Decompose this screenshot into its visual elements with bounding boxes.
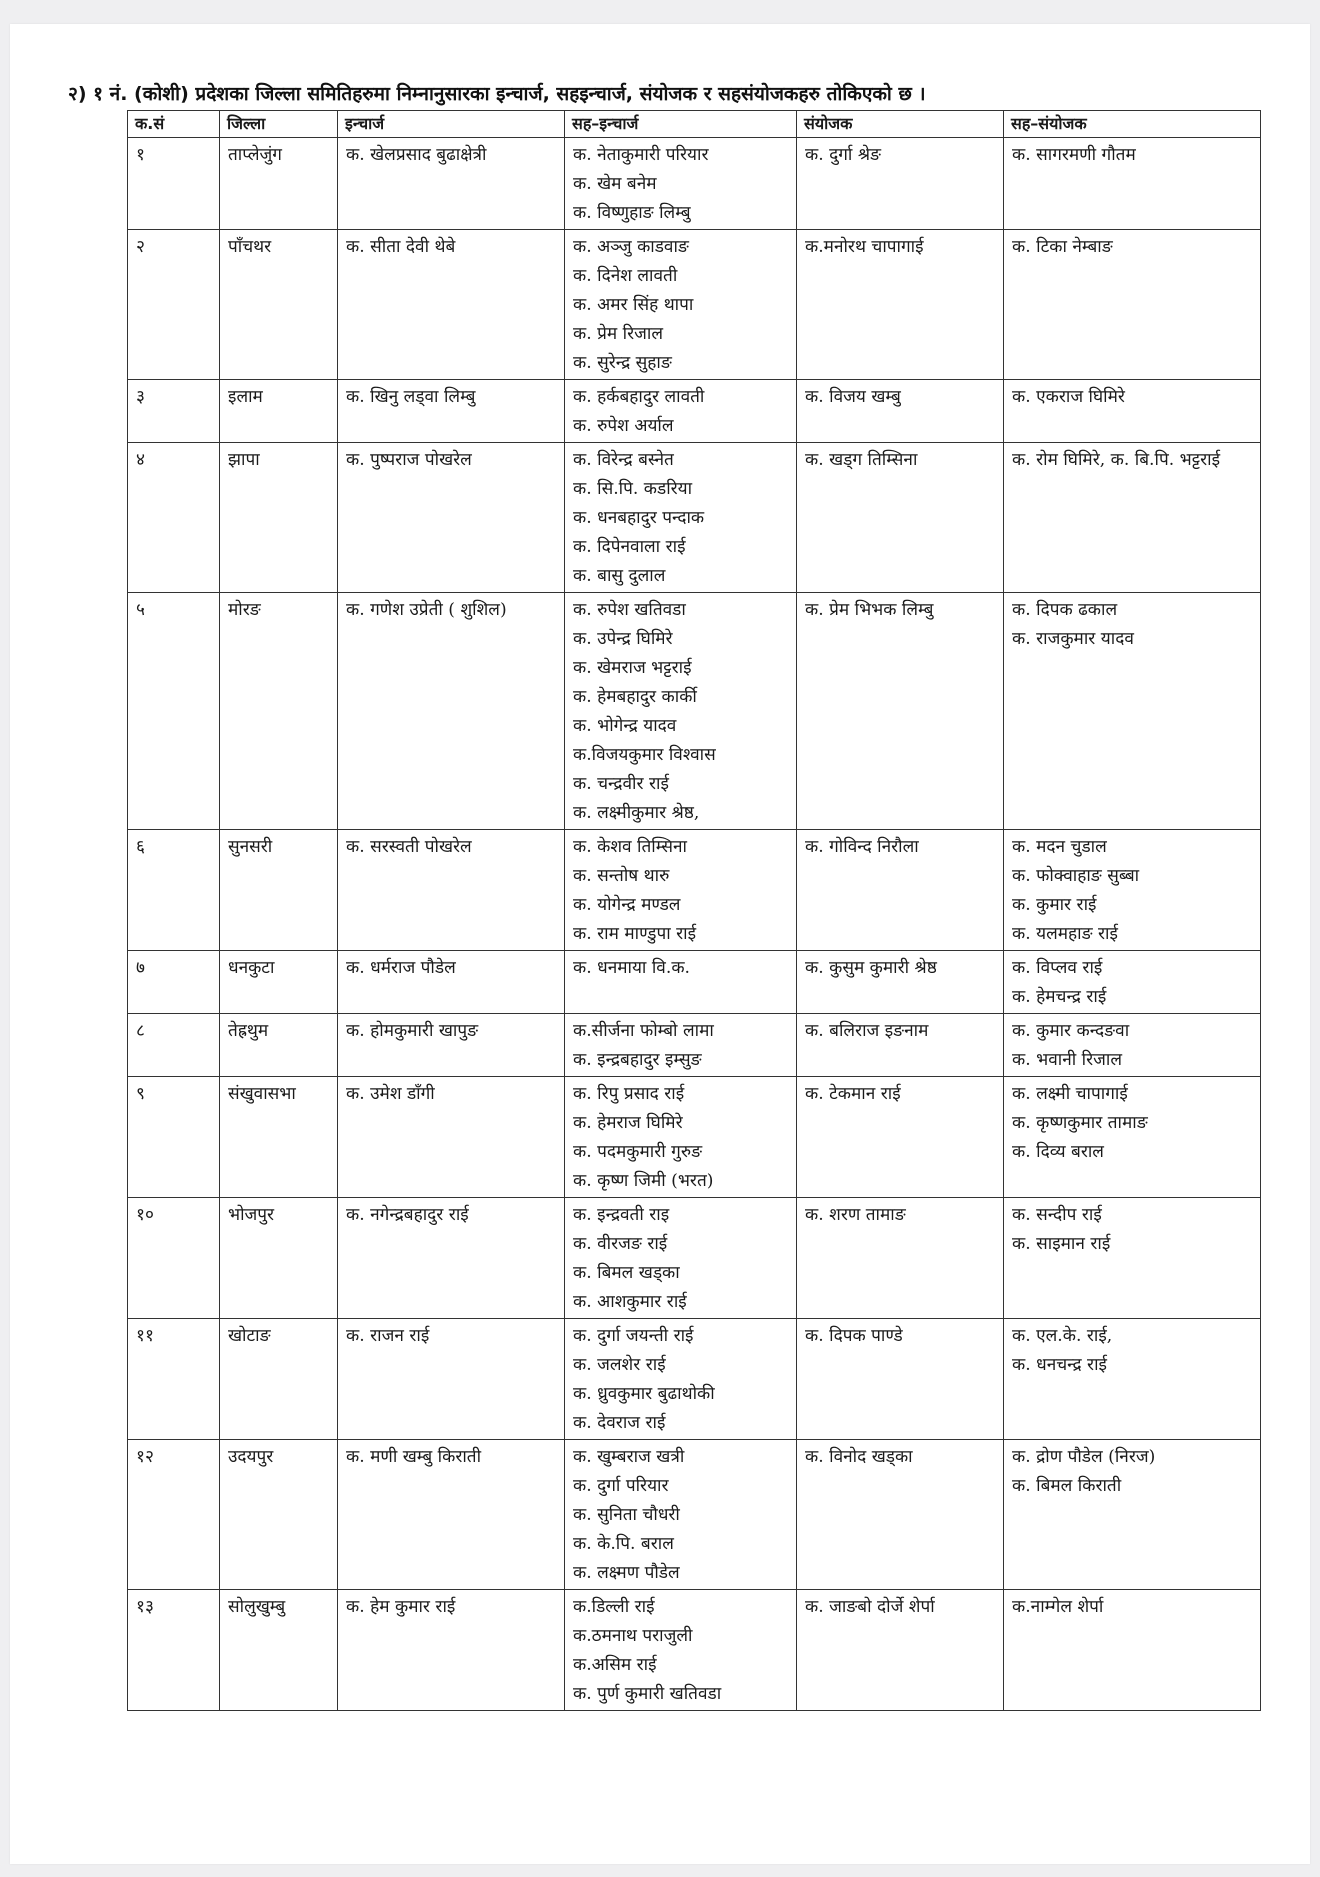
assignment-table (127, 110, 1261, 1711)
cell-co-coordinator (1004, 1198, 1261, 1319)
cell-district: सोलुखुम्बु (220, 1590, 338, 1711)
name-entry: क. धनमाया वि.क. (573, 958, 690, 978)
cell-incharge (338, 593, 565, 830)
cell-coordinator (797, 951, 1004, 1014)
name-entry: क. योगेन्द्र मण्डल (573, 895, 681, 915)
name-entry: क. सरस्वती पोखरेल (346, 837, 472, 857)
cell-serial-number: ७ (128, 951, 220, 1014)
name-entry: क. राजकुमार यादव (1012, 629, 1134, 649)
name-entry: क. कृष्णकुमार तामाङ (1012, 1113, 1148, 1133)
name-entry: क. भोगेन्द्र यादव (573, 716, 677, 736)
cell-co-coordinator (1004, 1590, 1261, 1711)
name-entry: क. हेमचन्द्र राई (1012, 987, 1107, 1007)
cell-co-coordinator (1004, 1319, 1261, 1440)
name-entry: क. दुर्गा परियार (573, 1476, 669, 1496)
cell-coordinator (797, 1440, 1004, 1590)
cell-incharge (338, 380, 565, 443)
cell-coordinator (797, 443, 1004, 593)
name-entry: क. पुर्ण कुमारी खतिवडा (573, 1684, 722, 1704)
name-entry: क. हेमराज घिमिरे (573, 1113, 683, 1133)
name-entry: क. विष्णुहाङ लिम्बु (573, 203, 691, 223)
name-entry: क. खेलप्रसाद बुढाक्षेत्री (346, 145, 487, 165)
table-row (128, 230, 1261, 380)
name-entry: क. द्रोण पौडेल (निरज) (1012, 1447, 1156, 1467)
cell-serial-number: ४ (128, 443, 220, 593)
cell-incharge (338, 1077, 565, 1198)
cell-serial-number: ५ (128, 593, 220, 830)
name-entry: क. सागरमणी गौतम (1012, 145, 1136, 165)
name-entry: क. विजय खम्बु (805, 387, 901, 407)
cell-co-incharge (565, 1440, 797, 1590)
cell-incharge (338, 230, 565, 380)
name-entry: क. चन्द्रवीर राई (573, 774, 669, 794)
cell-co-coordinator (1004, 1014, 1261, 1077)
name-entry: क. प्रेम रिजाल (573, 324, 663, 344)
name-entry: क. दिपक ढकाल (1012, 600, 1118, 620)
name-entry: क. गणेश उप्रेती ( शुशिल) (346, 600, 507, 620)
cell-co-incharge (565, 443, 797, 593)
cell-district: भोजपुर (220, 1198, 338, 1319)
cell-serial-number: १० (128, 1198, 220, 1319)
cell-serial-number: १ (128, 138, 220, 230)
cell-co-incharge (565, 951, 797, 1014)
cell-incharge (338, 1590, 565, 1711)
cell-co-coordinator (1004, 1440, 1261, 1590)
header-co-incharge: सह–इन्चार्ज (565, 111, 797, 138)
name-entry: क.नाम्गेल शेर्पा (1012, 1597, 1104, 1617)
cell-district: मोरङ (220, 593, 338, 830)
cell-co-coordinator (1004, 443, 1261, 593)
cell-incharge (338, 1319, 565, 1440)
name-entry: क. लक्ष्मीकुमार श्रेष्ठ, (573, 803, 700, 823)
name-entry: क. देवराज राई (573, 1413, 666, 1433)
cell-district: पाँचथर (220, 230, 338, 380)
name-entry: क. उपेन्द्र घिमिरे (573, 629, 673, 649)
cell-district: सुनसरी (220, 830, 338, 951)
cell-co-coordinator (1004, 593, 1261, 830)
name-entry: क. टिका नेम्बाङ (1012, 237, 1113, 257)
cell-incharge (338, 1198, 565, 1319)
name-entry: क. वीरजङ राई (573, 1234, 668, 1254)
name-entry: क. प्रेम भिभक लिम्बु (805, 600, 934, 620)
cell-coordinator (797, 230, 1004, 380)
name-entry: क. विनोद खड्का (805, 1447, 913, 1467)
cell-serial-number: ११ (128, 1319, 220, 1440)
header-district: जिल्ला (220, 111, 338, 138)
name-entry: क. फोक्वाहाङ सुब्बा (1012, 866, 1140, 886)
name-entry: क. इन्द्रबहादुर इम्सुङ (573, 1050, 702, 1070)
cell-co-coordinator (1004, 380, 1261, 443)
name-entry: क. भवानी रिजाल (1012, 1050, 1123, 1070)
cell-coordinator (797, 1198, 1004, 1319)
name-entry: क. धर्मराज पौडेल (346, 958, 456, 978)
header-incharge: इन्चार्ज (338, 111, 565, 138)
cell-incharge (338, 138, 565, 230)
name-entry: क. दुर्गा श्रेङ (805, 145, 881, 165)
cell-district: ताप्लेजुंग (220, 138, 338, 230)
name-entry: क. साइमान राई (1012, 1234, 1111, 1254)
cell-co-coordinator (1004, 830, 1261, 951)
cell-co-coordinator (1004, 230, 1261, 380)
name-entry: क. के.पि. बराल (573, 1534, 674, 1554)
table-body (128, 138, 1261, 1711)
name-entry: क. बलिराज इङनाम (805, 1021, 929, 1041)
name-entry: क. विरेन्द्र बस्नेत (573, 450, 674, 470)
name-entry: क. गोविन्द निरौला (805, 837, 919, 857)
cell-co-incharge (565, 380, 797, 443)
cell-co-incharge (565, 138, 797, 230)
name-entry: क. टेकमान राई (805, 1084, 901, 1104)
cell-co-incharge (565, 1319, 797, 1440)
name-entry: क. सन्दीप राई (1012, 1205, 1102, 1225)
name-entry: क. कुमार कन्दङवा (1012, 1021, 1130, 1041)
cell-co-incharge (565, 230, 797, 380)
table-row (128, 1077, 1261, 1198)
cell-coordinator (797, 1319, 1004, 1440)
cell-district: इलाम (220, 380, 338, 443)
name-entry: क. कुमार राई (1012, 895, 1097, 915)
cell-district: झापा (220, 443, 338, 593)
name-entry: क. बिमल किराती (1012, 1476, 1122, 1496)
name-entry: क. धनबहादुर पन्दाक (573, 508, 705, 528)
cell-coordinator (797, 1014, 1004, 1077)
table-row (128, 593, 1261, 830)
name-entry: क. होमकुमारी खापुङ (346, 1021, 479, 1041)
name-entry: क. सुनिता चौधरी (573, 1505, 680, 1525)
name-entry: क. बासु दुलाल (573, 566, 666, 586)
cell-coordinator (797, 1077, 1004, 1198)
cell-serial-number: ३ (128, 380, 220, 443)
name-entry: क. मदन चुडाल (1012, 837, 1107, 857)
table-row (128, 1014, 1261, 1077)
name-entry: क. रोम घिमिरे, क. बि.पि. भट्टराई (1012, 450, 1221, 470)
header-co-coordinator: सह–संयोजक (1004, 111, 1261, 138)
name-entry: क.सीर्जना फोम्बो लामा (573, 1021, 714, 1041)
name-entry: क. दिपेनवाला राई (573, 537, 686, 557)
name-entry: क. रुपेश अर्याल (573, 416, 674, 436)
cell-serial-number: २ (128, 230, 220, 380)
cell-district: खोटाङ (220, 1319, 338, 1440)
cell-incharge (338, 830, 565, 951)
name-entry: क. दुर्गा जयन्ती राई (573, 1326, 694, 1346)
name-entry: क. सीता देवी थेबे (346, 237, 456, 257)
name-entry: क. एल.के. राई, (1012, 1326, 1113, 1346)
cell-incharge (338, 951, 565, 1014)
name-entry: क. सुरेन्द्र सुहाङ (573, 353, 672, 373)
cell-co-incharge (565, 1077, 797, 1198)
name-entry: क. हेमबहादुर कार्की (573, 687, 697, 707)
cell-coordinator (797, 138, 1004, 230)
name-entry: क. कृष्ण जिमी (भरत) (573, 1171, 714, 1191)
cell-co-incharge (565, 1590, 797, 1711)
table-row (128, 1440, 1261, 1590)
cell-coordinator (797, 1590, 1004, 1711)
cell-serial-number: ६ (128, 830, 220, 951)
cell-co-coordinator (1004, 951, 1261, 1014)
name-entry: क.मनोरथ चापागाई (805, 237, 924, 257)
cell-co-incharge (565, 593, 797, 830)
name-entry: क. आशकुमार राई (573, 1292, 687, 1312)
page-heading: २) १ नं. (कोशी) प्रदेशका जिल्ला समितिहरुमा निम्नानुसारका इन्चार्ज, सहइन्चार्ज, संयोजक र सहसंयोजकहरु तोकिएको छ । (68, 83, 926, 105)
name-entry: क. दिपक पाण्डे (805, 1326, 903, 1346)
table-row (128, 1319, 1261, 1440)
name-entry: क. ध्रुवकुमार बुढाथोकी (573, 1384, 715, 1404)
cell-coordinator (797, 593, 1004, 830)
name-entry: क. सन्तोष थारु (573, 866, 670, 886)
cell-incharge (338, 1014, 565, 1077)
header-serial-number: क.सं (128, 111, 220, 138)
name-entry: क. पदमकुमारी गुरुङ (573, 1142, 703, 1162)
cell-serial-number: ८ (128, 1014, 220, 1077)
cell-incharge (338, 443, 565, 593)
name-entry: क. रिपु प्रसाद राई (573, 1084, 685, 1104)
name-entry: क. खेमराज भट्टराई (573, 658, 692, 678)
name-entry: क. लक्ष्मण पौडेल (573, 1563, 680, 1583)
document-page (10, 24, 1310, 1864)
name-entry: क. दिव्य बराल (1012, 1142, 1104, 1162)
name-entry: क. अमर सिंह थापा (573, 295, 694, 315)
name-entry: क. जलशेर राई (573, 1355, 666, 1375)
cell-serial-number: १३ (128, 1590, 220, 1711)
table-row (128, 1198, 1261, 1319)
name-entry: क.डिल्ली राई (573, 1597, 655, 1617)
name-entry: क. सि.पि. कडरिया (573, 479, 693, 499)
cell-co-incharge (565, 1198, 797, 1319)
name-entry: क. दिनेश लावती (573, 266, 678, 286)
cell-serial-number: ९ (128, 1077, 220, 1198)
name-entry: क. कुसुम कुमारी श्रेष्ठ (805, 958, 937, 978)
name-entry: क. हेम कुमार राई (346, 1597, 456, 1617)
name-entry: क. धनचन्द्र राई (1012, 1355, 1107, 1375)
name-entry: क. उमेश डाँगी (346, 1084, 435, 1104)
cell-co-incharge (565, 830, 797, 951)
name-entry: क. बिमल खड्का (573, 1263, 680, 1283)
cell-district: उदयपुर (220, 1440, 338, 1590)
name-entry: क. राम माण्डुपा राई (573, 924, 697, 944)
cell-district: तेह्रथुम (220, 1014, 338, 1077)
name-entry: क.विजयकुमार विश्वास (573, 745, 716, 765)
name-entry: क. पुष्पराज पोखरेल (346, 450, 472, 470)
cell-district: धनकुटा (220, 951, 338, 1014)
cell-coordinator (797, 380, 1004, 443)
name-entry: क. खड्ग तिम्सिना (805, 450, 918, 470)
cell-co-coordinator (1004, 138, 1261, 230)
name-entry: क. विप्लव राई (1012, 958, 1103, 978)
name-entry: क. राजन राई (346, 1326, 430, 1346)
table-row (128, 951, 1261, 1014)
name-entry: क. रुपेश खतिवडा (573, 600, 686, 620)
name-entry: क. खेम बनेम (573, 174, 657, 194)
name-entry: क. लक्ष्मी चापागाई (1012, 1084, 1128, 1104)
name-entry: क. नेताकुमारी परियार (573, 145, 709, 165)
table-row (128, 443, 1261, 593)
table-header-row (128, 111, 1261, 138)
name-entry: क. यलमहाङ राई (1012, 924, 1118, 944)
name-entry: क. नगेन्द्रबहादुर राई (346, 1205, 469, 1225)
cell-coordinator (797, 830, 1004, 951)
table-row (128, 138, 1261, 230)
table-row (128, 380, 1261, 443)
name-entry: क. जाङबो दोर्जे शेर्पा (805, 1597, 935, 1617)
name-entry: क.ठमनाथ पराजुली (573, 1626, 693, 1646)
name-entry: क. खुम्बराज खत्री (573, 1447, 685, 1467)
name-entry: क. शरण तामाङ (805, 1205, 906, 1225)
cell-serial-number: १२ (128, 1440, 220, 1590)
cell-district: संखुवासभा (220, 1077, 338, 1198)
header-coordinator: संयोजक (797, 111, 1004, 138)
name-entry: क. एकराज घिमिरे (1012, 387, 1125, 407)
cell-co-coordinator (1004, 1077, 1261, 1198)
name-entry: क. खिनु लड्वा लिम्बु (346, 387, 476, 407)
table-row (128, 830, 1261, 951)
name-entry: क. हर्कबहादुर लावती (573, 387, 705, 407)
name-entry: क. केशव तिम्सिना (573, 837, 687, 857)
cell-incharge (338, 1440, 565, 1590)
name-entry: क. अञ्जु काडवाङ (573, 237, 689, 257)
name-entry: क.असिम राई (573, 1655, 657, 1675)
name-entry: क. मणी खम्बु किराती (346, 1447, 482, 1467)
table-row (128, 1590, 1261, 1711)
cell-co-incharge (565, 1014, 797, 1077)
name-entry: क. इन्द्रवती राइ (573, 1205, 670, 1225)
